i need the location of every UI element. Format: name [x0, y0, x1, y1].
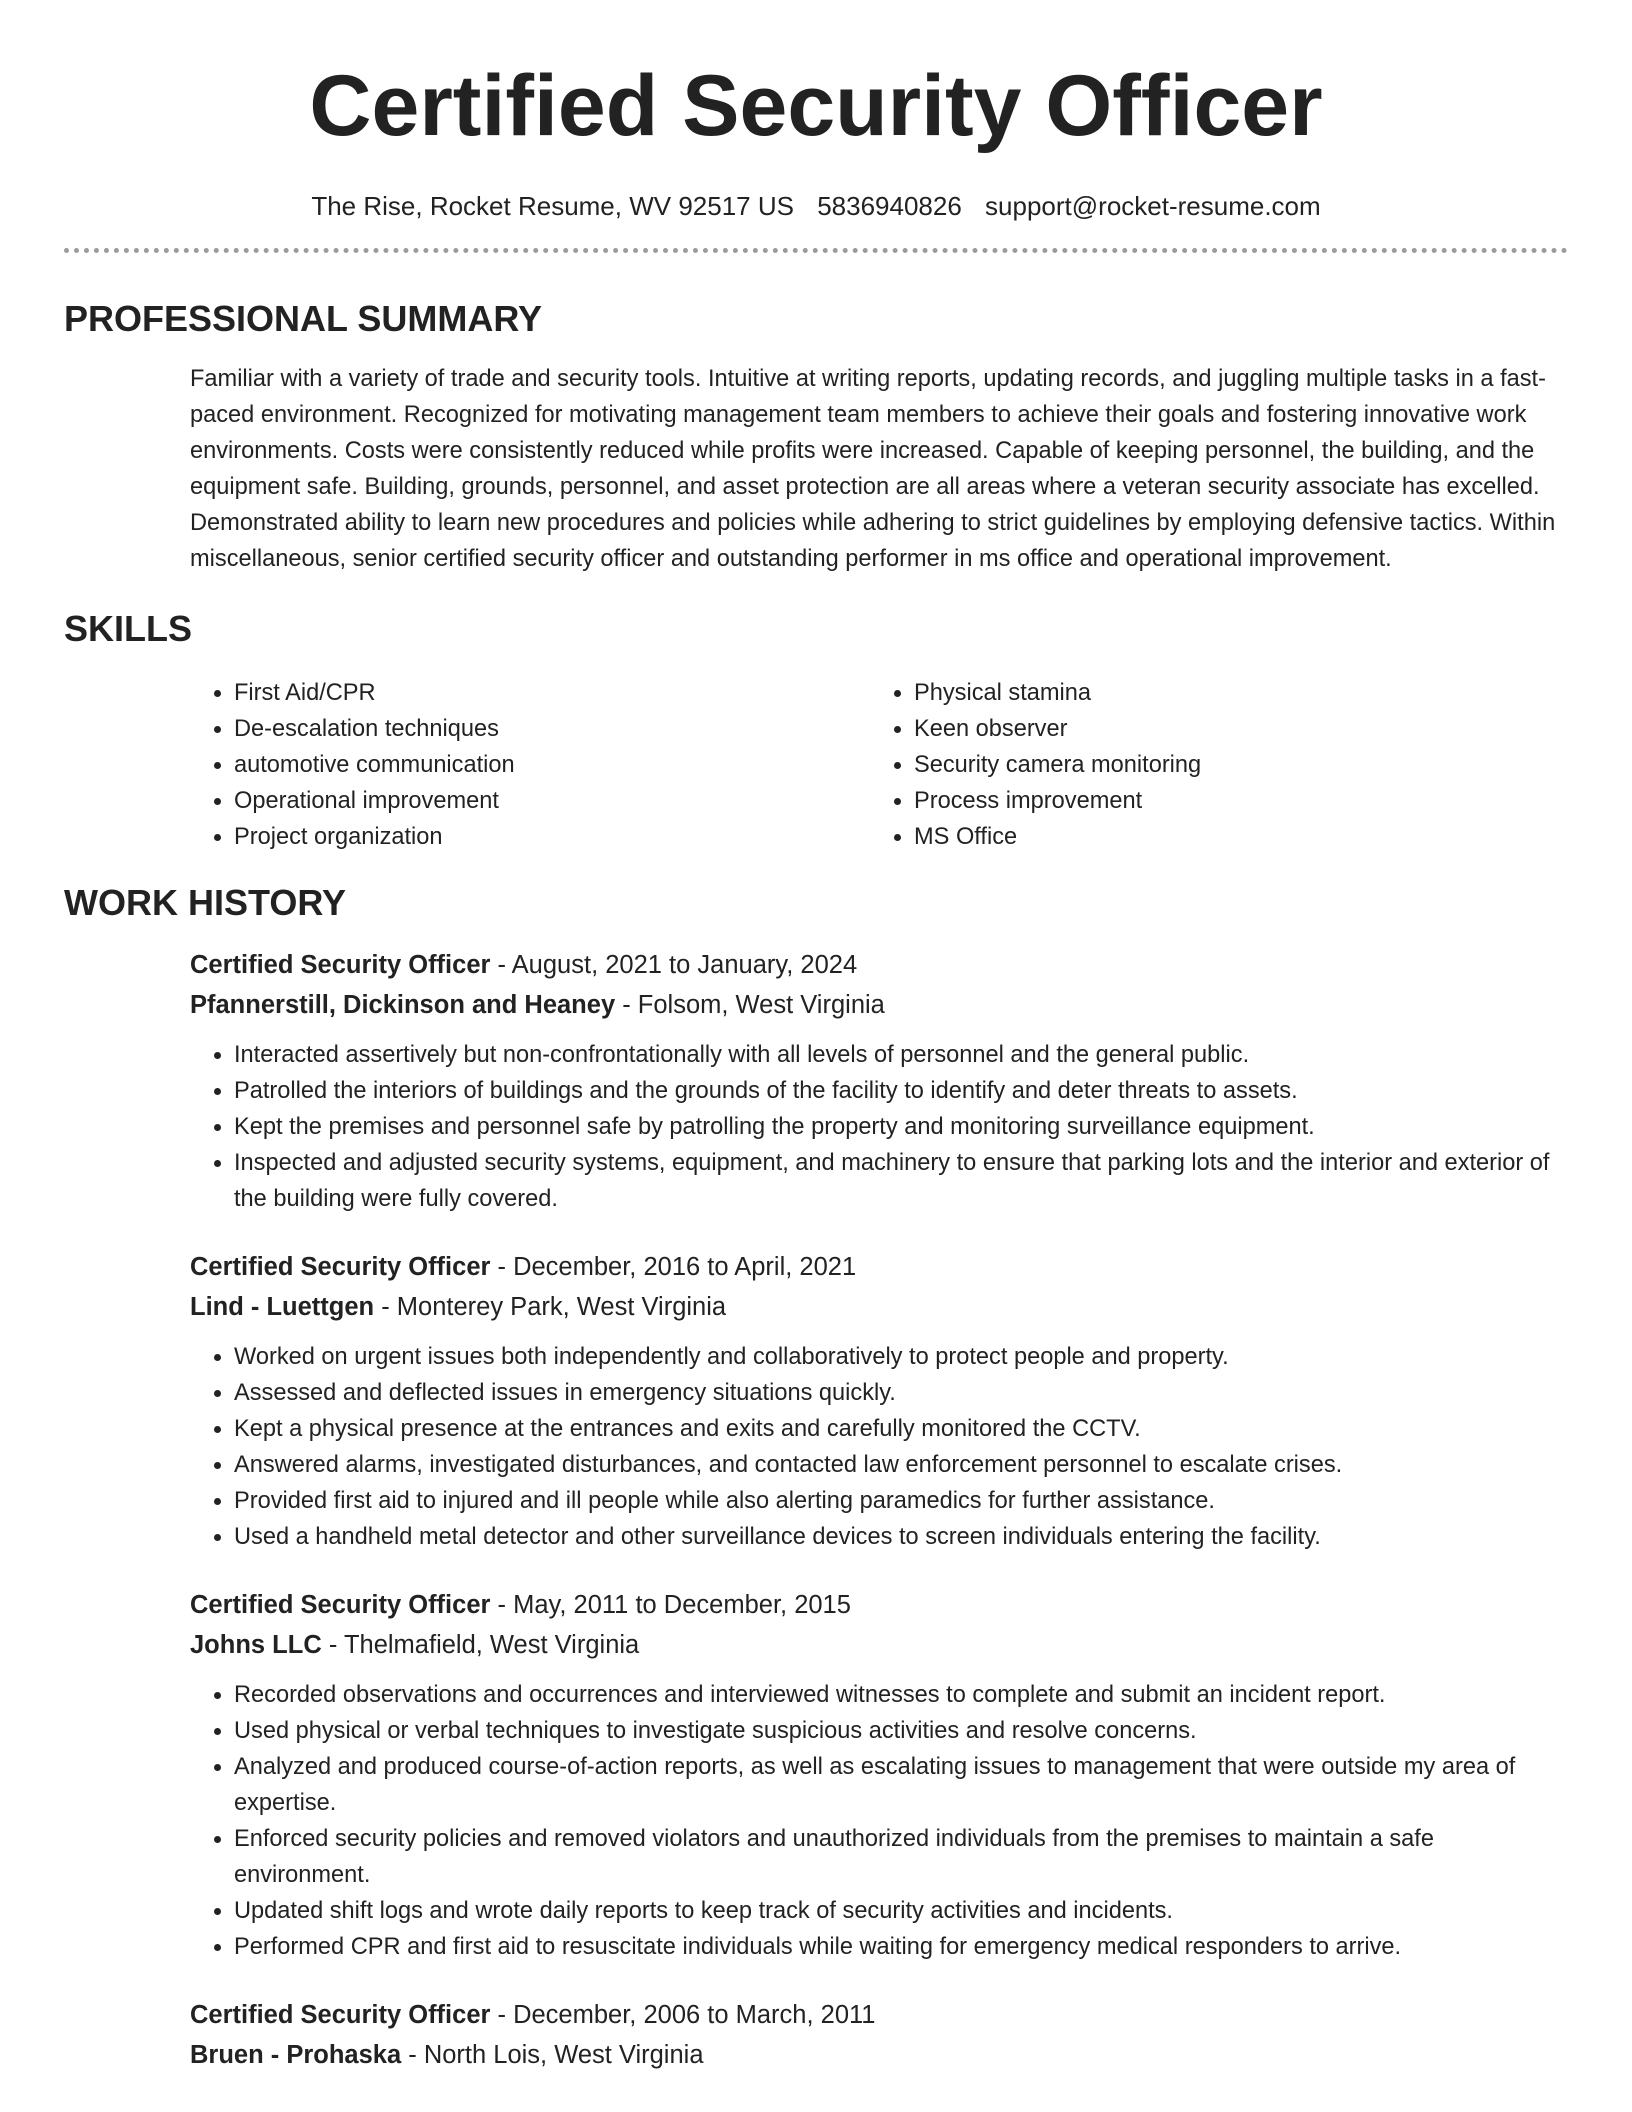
contact-address: The Rise, Rocket Resume, WV 92517 US [311, 191, 794, 221]
resume-page [64, 0, 1568, 2075]
summary-heading: PROFESSIONAL SUMMARY [64, 298, 543, 339]
job-company: Bruen - Prohaska [190, 2041, 402, 2069]
job-bullet: • Analyzed and produced course-of-action reports, as well as escalating issues to management that were outside my area of expertise. [234, 1749, 1568, 1821]
job-company: Lind - Luettgen [190, 1293, 375, 1321]
job-title: Certified Security Officer [190, 1591, 491, 1619]
job-company-line [190, 1625, 1568, 1665]
job-bullet: • Assessed and deflected issues in emergency situations quickly. [234, 1375, 1568, 1411]
job-dates: - May, 2011 to December, 2015 [490, 1591, 851, 1619]
skill-item: • Operational improvement [234, 783, 870, 819]
job-bullet: • Used a handheld metal detector and other surveillance devices to screen individuals entering the facility. [234, 1519, 1568, 1555]
skill-item: • Project organization [234, 819, 870, 855]
job-bullet: • Interacted assertively but non-confrontationally with all levels of personnel and the general public. [234, 1037, 1568, 1073]
job-bullet: • Kept the premises and personnel safe by patrolling the property and monitoring surveillance equipment. [234, 1109, 1568, 1145]
job-location: - Monterey Park, West Virginia [374, 1293, 727, 1321]
job-bullet: • Answered alarms, investigated disturbances, and contacted law enforcement personnel to escalate crises. [234, 1447, 1568, 1483]
job-entry [190, 1585, 1568, 1965]
skill-item: • Keen observer [914, 711, 1550, 747]
job-company: Pfannerstill, Dickinson and Heaney [190, 991, 616, 1019]
contact-email: support@rocket-resume.com [985, 191, 1321, 221]
job-bullet: • Recorded observations and occurrences and interviewed witnesses to complete and submit an incident report. [234, 1677, 1568, 1713]
skills-heading: SKILLS [64, 608, 193, 649]
job-company-line [190, 2035, 1568, 2075]
job-dates: - December, 2006 to March, 2011 [490, 2001, 876, 2029]
skill-item: • First Aid/CPR [234, 675, 870, 711]
job-bullet: • Worked on urgent issues both independently and collaboratively to protect people and property. [234, 1339, 1568, 1375]
skills-column-right [870, 675, 1550, 855]
job-title: Certified Security Officer [190, 951, 491, 979]
job-bullets [190, 1037, 1568, 1217]
job-location: - Thelmafield, West Virginia [321, 1631, 640, 1659]
job-company-line [190, 1287, 1568, 1327]
job-bullet: • Used physical or verbal techniques to investigate suspicious activities and resolve concerns. [234, 1713, 1568, 1749]
job-bullets [190, 1339, 1568, 1555]
job-title-line [190, 1995, 1568, 2035]
resume-name: Certified Security Officer [309, 58, 1323, 154]
job-bullet: • Inspected and adjusted security systems, equipment, and machinery to ensure that parking lots and the interior and exterior of the building were fully covered. [234, 1145, 1568, 1217]
skill-item: • Security camera monitoring [914, 747, 1550, 783]
job-bullet: • Updated shift logs and wrote daily reports to keep track of security activities and incidents. [234, 1893, 1568, 1929]
skill-item: • De-escalation techniques [234, 711, 870, 747]
job-dates: - December, 2016 to April, 2021 [490, 1253, 857, 1281]
skill-item: • automotive communication [234, 747, 870, 783]
contact-line [64, 190, 1568, 222]
job-company: Johns LLC [190, 1631, 322, 1659]
job-entry [190, 1995, 1568, 2075]
job-location: - North Lois, West Virginia [401, 2041, 704, 2069]
skill-item: • Process improvement [914, 783, 1550, 819]
job-dates: - August, 2021 to January, 2024 [490, 951, 858, 979]
job-bullet: • Patrolled the interiors of buildings and the grounds of the facility to identify and deter threats to assets. [234, 1073, 1568, 1109]
job-company-line [190, 985, 1568, 1025]
job-title-line [190, 945, 1568, 985]
job-title: Certified Security Officer [190, 2001, 491, 2029]
job-bullet: • Performed CPR and first aid to resuscitate individuals while waiting for emergency medical responders to arrive. [234, 1929, 1568, 1965]
job-bullet: • Enforced security policies and removed violators and unauthorized individuals from the premises to maintain a safe environment. [234, 1821, 1568, 1893]
header-divider [64, 248, 1568, 253]
job-entry [190, 1247, 1568, 1555]
work-history-heading: WORK HISTORY [64, 882, 347, 923]
summary-text: Familiar with a variety of trade and security tools. Intuitive at writing reports, updating records, and juggling multiple tasks in a fast-paced environment. Recognized for motivating management team members to achieve their goals and fostering innovative work environments. Costs were consistently reduced while profits were increased. Capable of keeping personnel, the building, and the equipment safe. Building, grounds, personnel, and asset protection are all areas where a veteran security associate has excelled. Demonstrated ability to learn new procedures and policies while adhering to strict guidelines by employing defensive tactics. Within miscellaneous, senior certified security officer and outstanding performer in ms office and operational improvement. [190, 366, 1556, 572]
job-bullet: • Kept a physical presence at the entrances and exits and carefully monitored the CCTV. [234, 1411, 1568, 1447]
skills-list [190, 675, 1568, 855]
job-title: Certified Security Officer [190, 1253, 491, 1281]
job-location: - Folsom, West Virginia [615, 991, 885, 1019]
job-title-line [190, 1247, 1568, 1287]
job-title-line [190, 1585, 1568, 1625]
skill-item: • Physical stamina [914, 675, 1550, 711]
job-entry [190, 945, 1568, 1217]
skill-item: • MS Office [914, 819, 1550, 855]
contact-phone: 5836940826 [817, 191, 962, 221]
job-bullets [190, 1677, 1568, 1965]
skills-column-left [190, 675, 870, 855]
job-bullet: • Provided first aid to injured and ill people while also alerting paramedics for further assistance. [234, 1483, 1568, 1519]
